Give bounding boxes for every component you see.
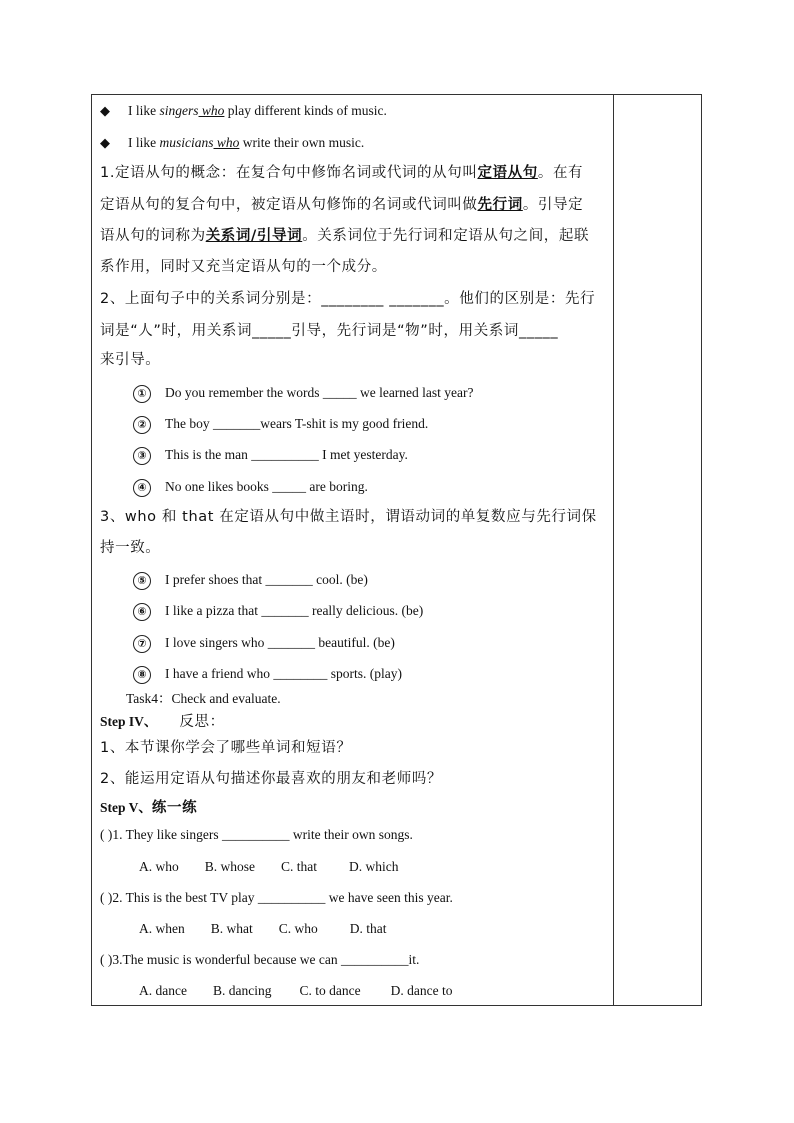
mcq-options-3 [139, 982, 452, 1000]
concept-line-1 [100, 164, 583, 182]
rule3-line-1: 3、who 和 that 在定语从句中做主语时，谓语动词的单复数应与先行词保 [100, 509, 597, 525]
exercise-text: The boy _______wears T-shit is my good friend. [165, 416, 429, 431]
step4-title: 反思： [179, 714, 225, 730]
concept-line-4: 系作用，同时又充当定语从句的一个成分。 [100, 259, 387, 275]
option-c: C. who [278, 921, 318, 936]
option-a: A. when [139, 921, 185, 936]
reflect-question-2: 2、能运用定语从句描述你最喜欢的朋友和老师吗？ [100, 771, 443, 787]
bullet-1-post: play different kinds of music. [224, 103, 387, 118]
bullet-2-noun: musicians [159, 135, 214, 150]
bullet-2-pre: I like [128, 135, 160, 150]
option-b: B. what [210, 921, 253, 936]
bullet-1-pre: I like [128, 103, 160, 118]
concept-text: 。关系词位于先行词和定语从句之间，起联 [302, 228, 590, 244]
option-d: D. dance to [390, 983, 453, 998]
rule3-line-2: 持一致。 [100, 540, 161, 556]
exercise-item [133, 446, 408, 465]
bullet-2-relative: who [213, 135, 240, 150]
option-c: C. that [281, 859, 317, 874]
exercise-item [133, 602, 423, 621]
mcq-options-1 [139, 858, 399, 876]
concept-text: 。在有 [537, 165, 584, 181]
step4-heading [100, 713, 225, 731]
concept-line-3 [100, 227, 589, 245]
concept-text: 。引导定 [522, 197, 584, 213]
bullet-line-2 [100, 134, 364, 152]
diamond-icon: ◆ [100, 103, 110, 118]
concept-text: 语从句的词称为 [100, 228, 206, 244]
number-circle-icon: ② [133, 416, 151, 434]
term-attributive-clause: 定语从句 [477, 165, 538, 181]
concept-text: 1.定语从句的概念：在复合句中修饰名词或代词的从句叫 [100, 165, 478, 181]
bullet-1-noun: singers [159, 103, 199, 118]
bullet-line-1 [100, 102, 387, 120]
exercise-item [133, 634, 395, 653]
step5-heading [100, 799, 197, 817]
concept-line-2 [100, 196, 583, 214]
exercise-text: This is the man __________ I met yesterday. [165, 447, 408, 462]
number-circle-icon: ⑥ [133, 603, 151, 621]
mcq-question-1: ( )1. They like singers __________ write their own songs. [100, 827, 413, 842]
exercise-item [133, 571, 368, 590]
number-circle-icon: ① [133, 385, 151, 403]
step5-title: 练一练 [151, 800, 198, 816]
option-b: B. whose [204, 859, 255, 874]
option-a: A. dance [139, 983, 187, 998]
bullet-1-relative: who [198, 103, 225, 118]
exercise-item [133, 384, 474, 403]
option-a: A. who [139, 859, 179, 874]
reflect-question-1: 1、本节课你学会了哪些单词和短语？ [100, 740, 352, 756]
exercise-item [133, 415, 428, 434]
option-c: C. to dance [299, 983, 361, 998]
question2-line-2: 词是“人”时，用关系词_____引导，先行词是“物”时，用关系词_____ [100, 323, 559, 339]
option-b: B. dancing [212, 983, 272, 998]
exercise-text: I love singers who _______ beautiful. (be) [165, 635, 395, 650]
bullet-2-post: write their own music. [239, 135, 365, 150]
number-circle-icon: ⑤ [133, 572, 151, 590]
mcq-options-2 [139, 920, 387, 938]
exercise-text: I prefer shoes that _______ cool. (be) [165, 572, 368, 587]
exercise-text: I have a friend who ________ sports. (play) [165, 666, 402, 681]
exercise-item [133, 665, 402, 684]
step5-label: Step V、 [100, 800, 152, 815]
number-circle-icon: ③ [133, 447, 151, 465]
option-d: D. that [349, 921, 387, 936]
exercise-text: No one likes books _____ are boring. [165, 479, 368, 494]
number-circle-icon: ⑦ [133, 635, 151, 653]
mcq-question-2: ( )2. This is the best TV play __________ we have seen this year. [100, 890, 453, 905]
number-circle-icon: ⑧ [133, 666, 151, 684]
step4-label: Step IV、 [100, 714, 158, 729]
question2-line-3: 来引导。 [100, 352, 161, 368]
exercise-text: Do you remember the words _____ we learned last year? [165, 385, 474, 400]
exercise-item [133, 478, 368, 497]
option-d: D. which [349, 859, 399, 874]
concept-text: 定语从句的复合句中，被定语从句修饰的名词或代词叫做 [100, 197, 478, 213]
mcq-question-3: ( )3.The music is wonderful because we can __________it. [100, 952, 420, 967]
column-divider [613, 94, 614, 1006]
diamond-icon: ◆ [100, 135, 110, 150]
term-antecedent: 先行词 [477, 197, 523, 213]
term-relative-word: 关系词/引导词 [205, 228, 303, 244]
question2-line-1: 2、上面句子中的关系词分别是：________ _______。他们的区别是：先行 [100, 291, 596, 307]
task4-heading: Task4：Check and evaluate. [126, 691, 281, 706]
exercise-text: I like a pizza that _______ really delicious. (be) [165, 603, 424, 618]
number-circle-icon: ④ [133, 479, 151, 497]
